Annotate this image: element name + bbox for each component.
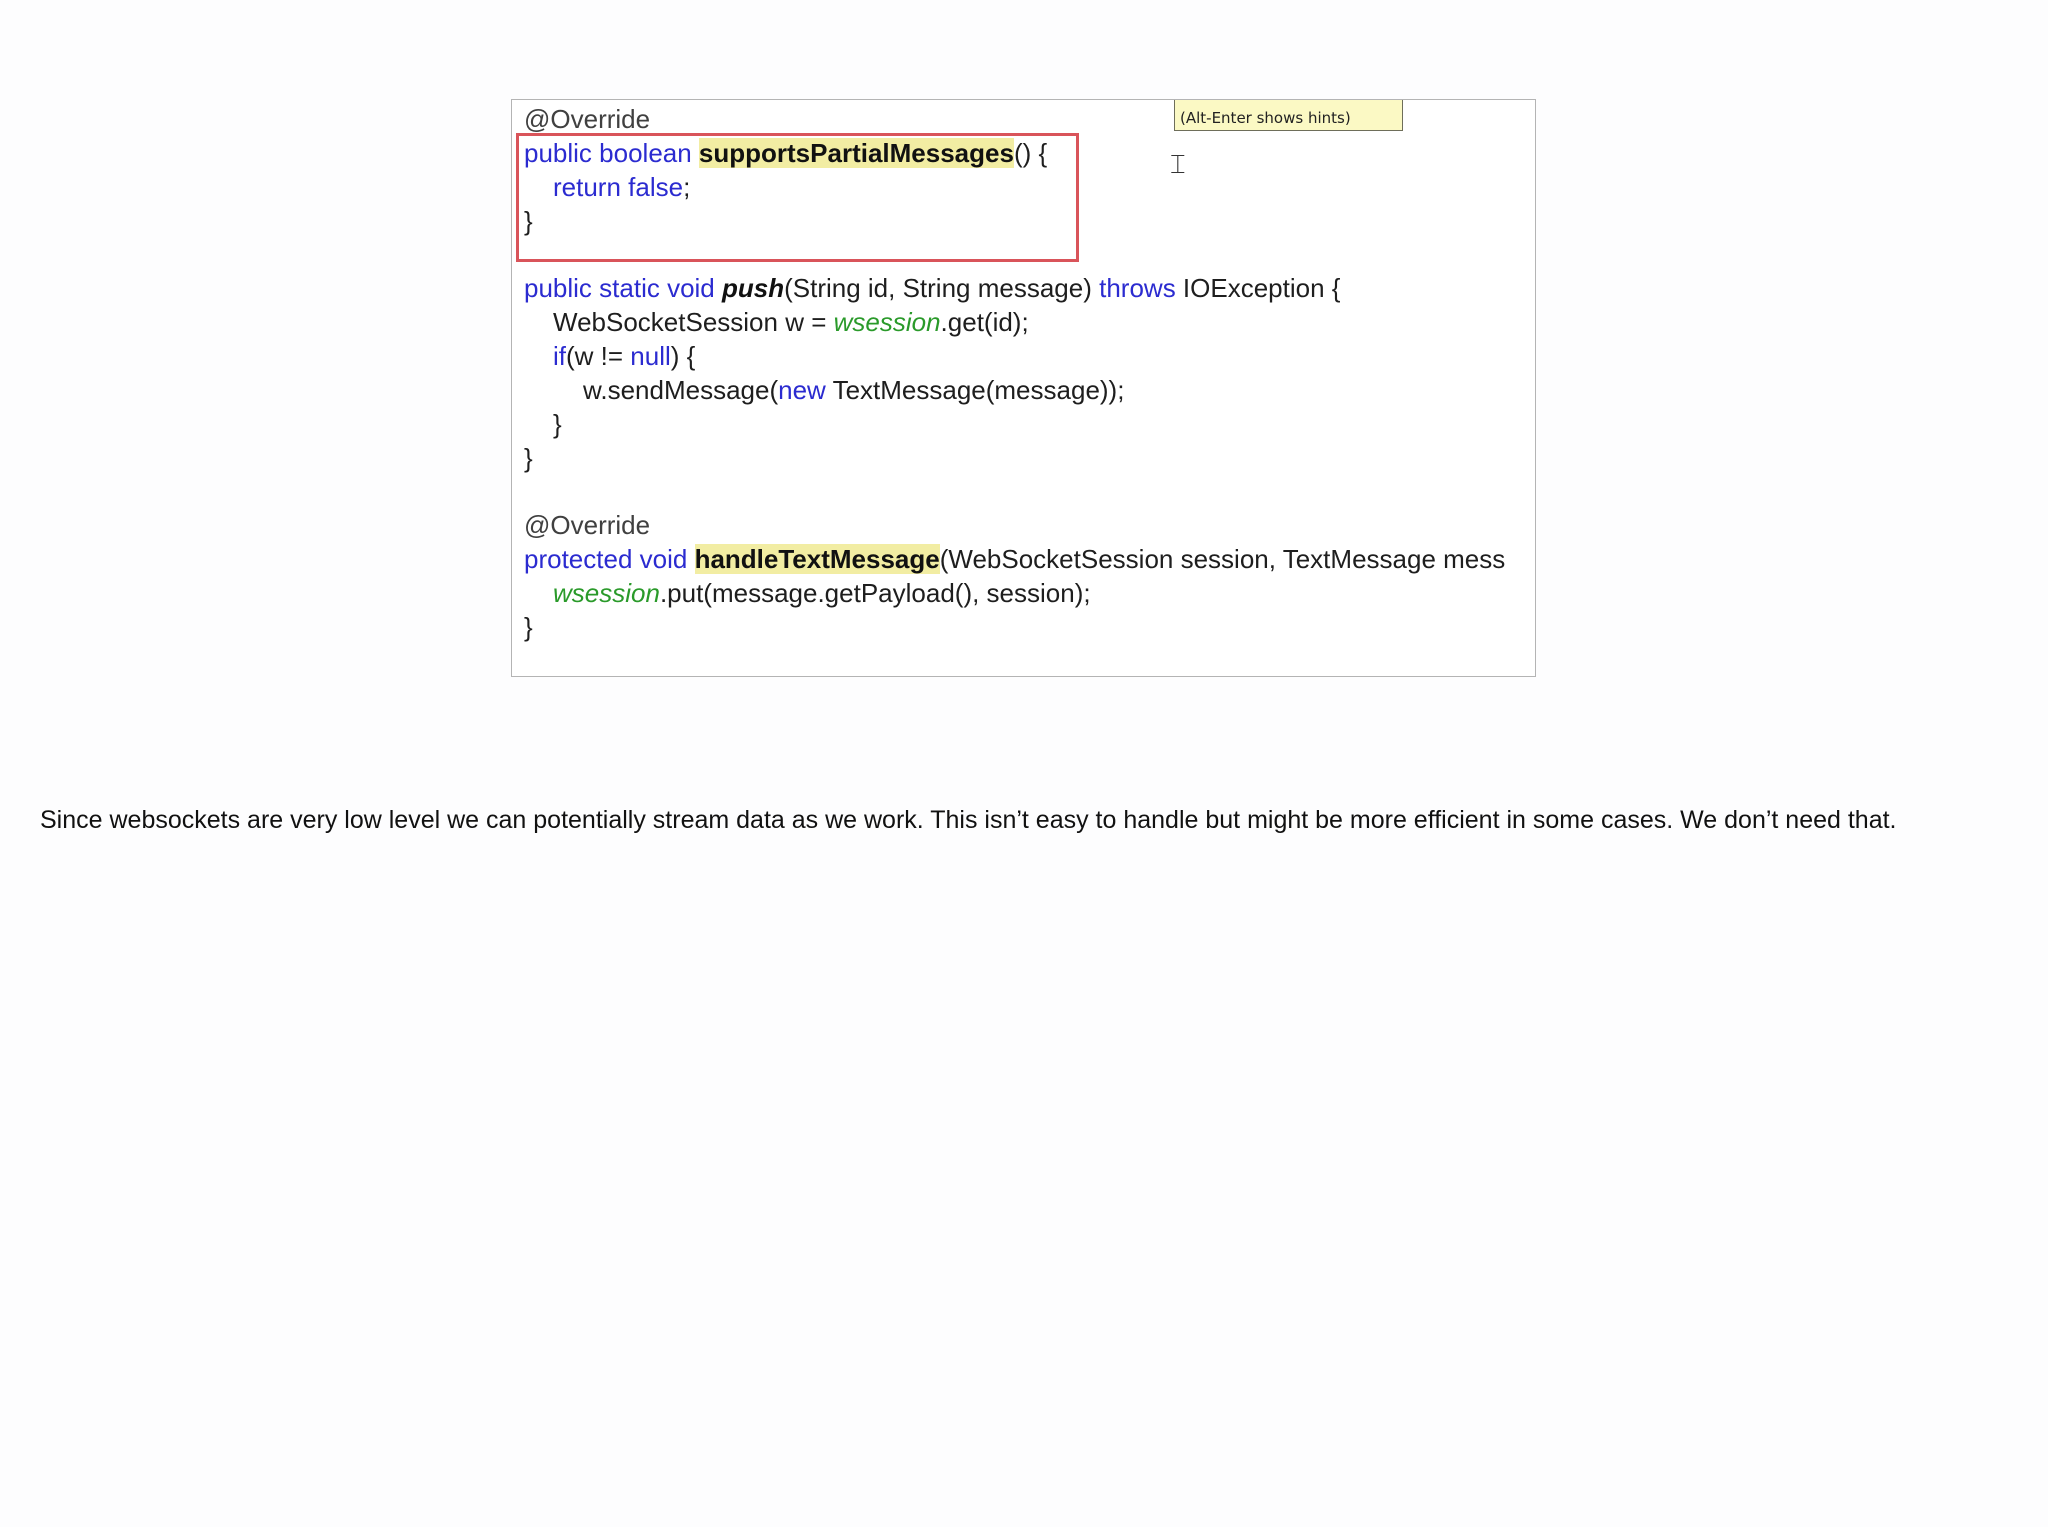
code-token: () { [1013,138,1048,168]
code-token: public static void [524,273,722,303]
code-line [524,610,533,644]
code-token: } [553,409,562,439]
code-token: .get(id); [940,307,1029,337]
code-token: push [721,273,785,303]
code-line [553,339,695,373]
code-token: (String id, String message) [784,273,1100,303]
code-token: } [524,443,533,473]
code-token: } [524,206,533,236]
text-cursor-icon: ⌶ [1170,150,1186,180]
code-line [524,508,650,542]
code-line [553,576,1091,610]
code-line [524,102,650,136]
code-line [524,441,533,475]
code-line [524,136,1047,170]
code-token: (w != [566,341,631,371]
code-token: null [630,341,671,371]
code-token: new [778,375,833,405]
slide-caption: Since websockets are very low level we can potentially stream data as we work. This isn’t easy to handle but might be more efficient in some cases. We don’t need that. [40,806,1897,834]
code-line [524,271,1340,305]
code-token: .put(message.getPayload(), session); [659,578,1091,608]
code-token: if [553,341,566,371]
code-line [583,373,1124,407]
code-line [553,170,690,204]
code-token: ) { [670,341,696,371]
code-token: @Override [524,104,651,134]
code-token: handleTextMessage [694,544,940,574]
code-line [524,204,533,238]
code-token: @Override [524,510,651,540]
code-token: IOException { [1182,273,1341,303]
code-token: return false [553,172,684,202]
code-line [553,305,1029,339]
code-line [553,407,562,441]
code-token: supportsPartialMessages [698,138,1014,168]
code-token: throws [1099,273,1183,303]
code-token: TextMessage(message)); [832,375,1125,405]
code-token: wsession [553,578,660,608]
code-screenshot [511,99,1536,677]
hint-tooltip [1174,99,1403,131]
code-token: public boolean [524,138,699,168]
code-token: w.sendMessage( [583,375,779,405]
code-token: ; [683,172,691,202]
code-token: (WebSocketSession session, TextMessage mess [939,544,1506,574]
code-line [524,542,1505,576]
code-token: } [524,612,533,642]
code-token: WebSocketSession w = [553,307,834,337]
hint-tooltip-text: (Alt-Enter shows hints) [1180,109,1351,127]
code-token: protected void [524,544,695,574]
code-token: wsession [833,307,941,337]
